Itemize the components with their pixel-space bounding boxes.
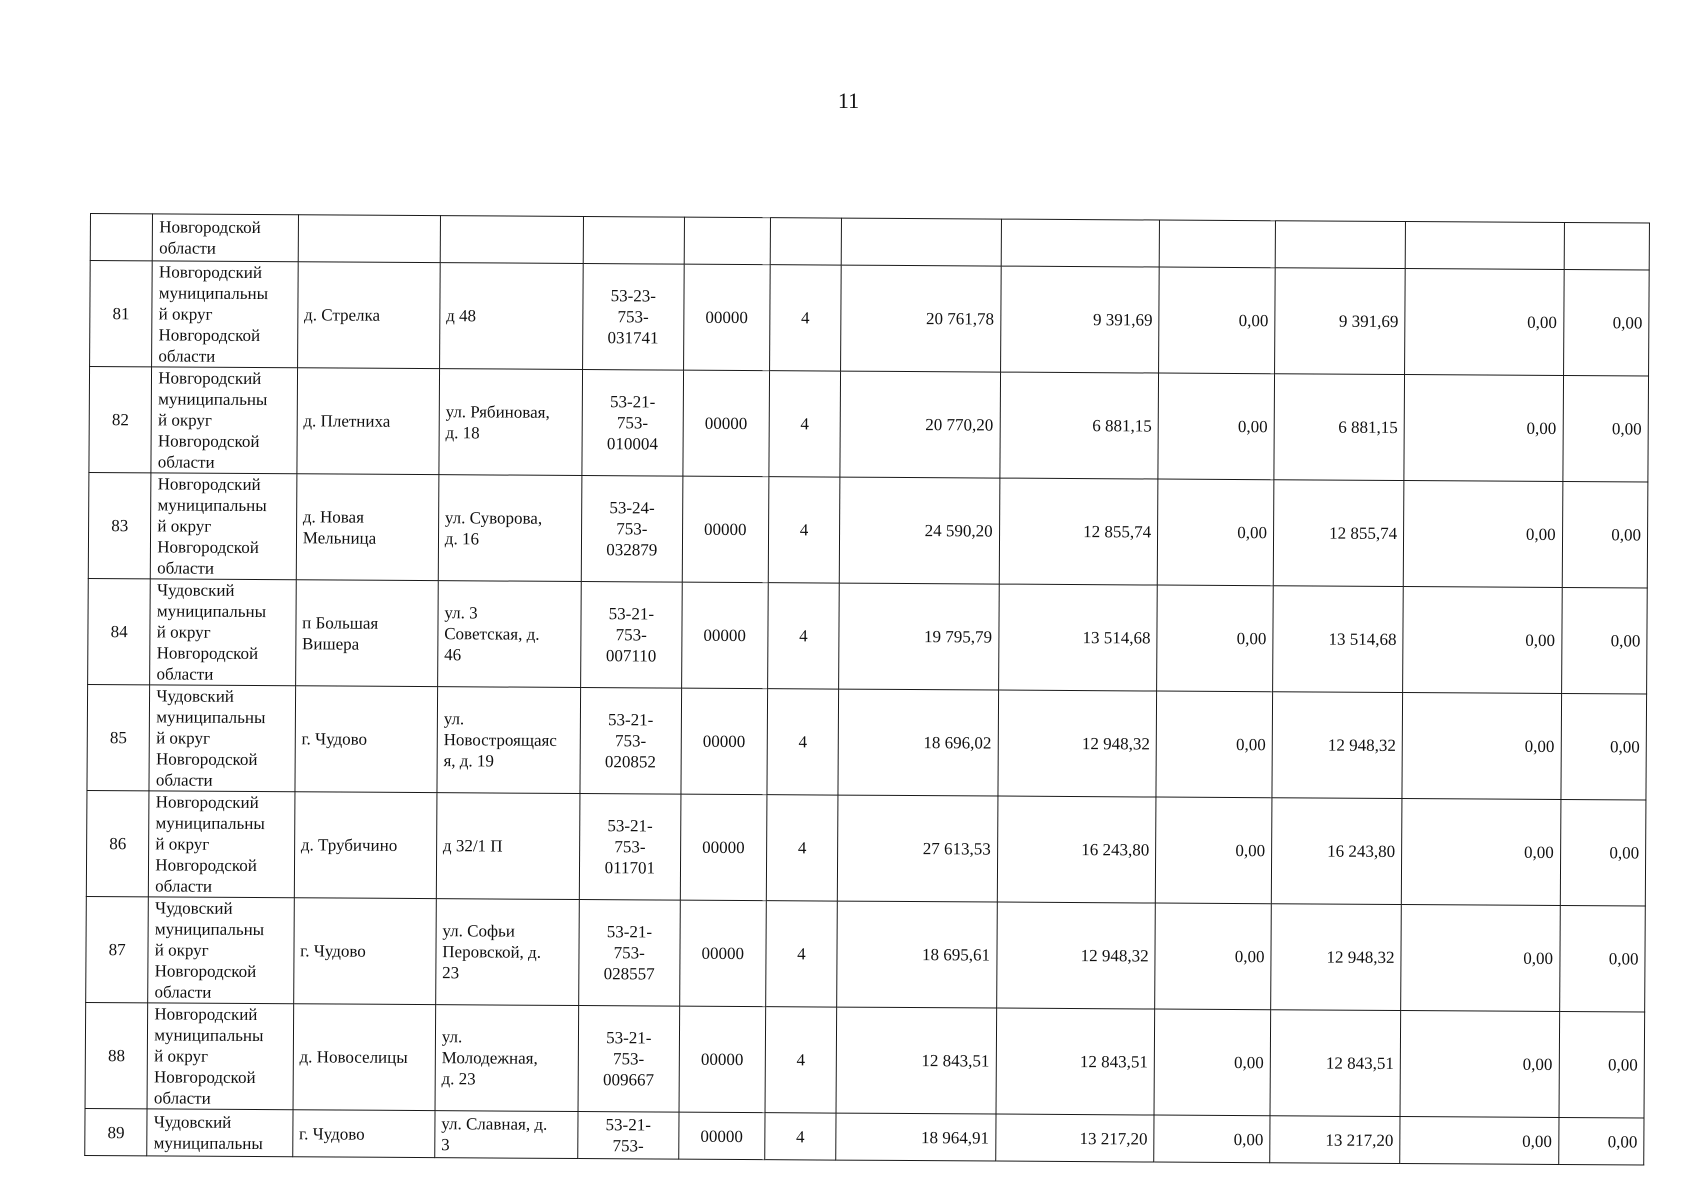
value-cell: 0,00 xyxy=(1157,479,1274,586)
row-number-cell: 89 xyxy=(85,1108,148,1155)
value-cell: 18 696,02 xyxy=(838,689,998,796)
value-cell: 0,00 xyxy=(1559,1011,1645,1118)
code-line: 53-21- xyxy=(605,1115,651,1135)
municipality-line: Новгородской xyxy=(156,643,259,664)
code-cell xyxy=(579,900,680,1007)
value-cell xyxy=(1564,223,1650,271)
municipality-line: й округ xyxy=(157,516,212,536)
settlement-line: д. Стрелка xyxy=(304,305,381,325)
address-line: ул. xyxy=(443,709,465,729)
value-cell: 6 881,15 xyxy=(1274,374,1405,481)
municipality-line: области xyxy=(156,664,214,684)
address-line: д 32/1 П xyxy=(442,836,503,856)
value-cell: 18 695,61 xyxy=(837,901,997,1008)
code-cell xyxy=(581,582,682,689)
value-cell: 6 881,15 xyxy=(1000,372,1159,479)
code-line: 753- xyxy=(613,1049,645,1069)
row-number-cell: 88 xyxy=(85,1002,148,1108)
municipality-line: й округ xyxy=(156,728,211,748)
address-line: ул. Суворова, xyxy=(444,507,543,528)
value-cell: 12 855,74 xyxy=(999,478,1158,585)
address-line: Молодежная, xyxy=(441,1048,538,1068)
address-line: 23 xyxy=(442,963,460,983)
code-line: 53-23- xyxy=(610,286,657,306)
address-cell xyxy=(435,899,579,1006)
municipality-line: Новгородской xyxy=(155,855,257,876)
settlement-line: г. Чудово xyxy=(300,941,366,961)
address-cell xyxy=(438,475,582,582)
row-number-cell: 86 xyxy=(86,790,149,896)
municipality-line: области xyxy=(155,770,213,790)
value-cell: 0,00 xyxy=(1562,376,1648,483)
settlement-cell xyxy=(295,580,438,687)
municipality-line: муниципальны xyxy=(156,601,267,622)
code2-cell: 00000 xyxy=(682,370,769,477)
code-cell xyxy=(583,264,684,371)
address-line: ул. Славная, д. xyxy=(441,1114,548,1134)
municipality-line: области xyxy=(157,452,215,472)
municipality-line: й округ xyxy=(154,940,209,960)
value-cell: 13 514,68 xyxy=(1273,586,1404,693)
class-cell: 4 xyxy=(769,371,841,477)
code-line: 010004 xyxy=(606,434,658,454)
municipality-cell xyxy=(151,367,297,474)
address-line: Советская, д. xyxy=(444,624,540,644)
row-number-cell: 85 xyxy=(87,684,150,790)
municipality-line: Чудовский xyxy=(153,1112,232,1132)
data-table xyxy=(84,213,1650,1166)
value-cell: 12 843,51 xyxy=(996,1008,1155,1115)
value-cell: 16 243,80 xyxy=(1271,798,1402,905)
municipality-cell xyxy=(148,897,294,1004)
value-cell: 0,00 xyxy=(1154,1115,1270,1163)
code-line: 007110 xyxy=(605,646,657,666)
address-line: д. 16 xyxy=(444,528,480,548)
code2-cell: 00000 xyxy=(681,688,768,795)
value-cell xyxy=(1405,222,1564,270)
municipality-line: области xyxy=(159,238,216,258)
address-line: д. 18 xyxy=(445,422,480,442)
code-line: 753- xyxy=(616,413,649,433)
municipality-line: Чудовский xyxy=(155,898,233,918)
table-row xyxy=(88,578,1648,694)
value-cell xyxy=(1159,220,1275,268)
settlement-line: п Большая xyxy=(302,612,379,633)
address-cell xyxy=(437,687,581,794)
settlement-line: Вишера xyxy=(302,633,360,654)
class-cell: 4 xyxy=(770,265,842,371)
value-cell: 0,00 xyxy=(1156,691,1273,798)
value-cell: 0,00 xyxy=(1560,799,1646,906)
value-cell: 12 843,51 xyxy=(1270,1010,1401,1117)
code2-cell: 00000 xyxy=(678,1112,765,1160)
row-number-cell xyxy=(90,214,153,261)
municipality-line: Чудовский xyxy=(156,686,234,706)
value-cell: 18 964,91 xyxy=(836,1113,996,1161)
value-cell: 0,00 xyxy=(1155,903,1272,1010)
value-cell: 20 770,20 xyxy=(840,371,1000,478)
code-line: 011701 xyxy=(604,858,656,878)
municipality-line: Новгородской xyxy=(154,961,257,982)
table-row xyxy=(89,367,1649,483)
value-cell: 19 795,79 xyxy=(839,583,999,690)
table-row xyxy=(86,896,1646,1012)
code-line: 53-21- xyxy=(608,604,655,624)
code2-cell xyxy=(684,217,771,265)
value-cell: 0,00 xyxy=(1158,373,1275,480)
municipality-line: Новгородской xyxy=(157,537,259,558)
value-cell: 16 243,80 xyxy=(997,796,1156,903)
address-line: 46 xyxy=(444,645,462,665)
value-cell: 12 855,74 xyxy=(1273,480,1404,587)
row-number-cell: 87 xyxy=(86,896,149,1002)
value-cell: 12 948,32 xyxy=(996,902,1155,1009)
municipality-line: Новгородский xyxy=(155,792,259,813)
row-number-cell: 84 xyxy=(88,578,151,684)
value-cell: 12 948,32 xyxy=(998,690,1157,797)
value-cell xyxy=(1275,221,1405,269)
address-line: ул. xyxy=(441,1027,463,1047)
address-line: 3 xyxy=(441,1135,450,1155)
address-cell xyxy=(440,216,583,264)
municipality-line: области xyxy=(155,876,213,896)
municipality-line: й округ xyxy=(154,1046,209,1066)
address-line: д 48 xyxy=(446,306,477,326)
address-line: ул. Софьи xyxy=(442,921,515,941)
code-line: 53-21- xyxy=(607,710,654,730)
code-line: 753- xyxy=(615,625,647,645)
municipality-cell xyxy=(152,261,298,368)
address-line: Перовской, д. xyxy=(442,942,542,962)
value-cell: 9 391,69 xyxy=(1275,268,1406,375)
code-line: 028557 xyxy=(603,964,655,984)
class-cell: 4 xyxy=(765,1113,836,1160)
municipality-line: муниципальны xyxy=(154,919,265,940)
municipality-line: муниципальны xyxy=(155,813,265,834)
code2-cell: 00000 xyxy=(679,1006,766,1113)
settlement-cell xyxy=(297,262,440,369)
table-row xyxy=(86,790,1646,906)
value-cell: 0,00 xyxy=(1563,270,1649,377)
value-cell: 0,00 xyxy=(1401,905,1560,1012)
address-cell xyxy=(439,263,583,370)
value-cell: 0,00 xyxy=(1562,481,1648,588)
settlement-cell xyxy=(298,215,440,263)
code-line: 009667 xyxy=(602,1070,655,1090)
municipality-line: Новгородской xyxy=(159,217,261,238)
municipality-line: Новгородский xyxy=(154,1004,258,1025)
value-cell: 13 514,68 xyxy=(998,584,1157,691)
class-cell: 4 xyxy=(768,477,840,583)
value-cell: 0,00 xyxy=(1405,269,1564,376)
code2-cell: 00000 xyxy=(680,794,767,901)
address-line: ул. Рябиновая, xyxy=(445,401,550,422)
municipality-line: Новгородской xyxy=(153,1067,256,1088)
municipality-line: муниципальны xyxy=(158,389,268,410)
code2-cell: 00000 xyxy=(679,900,766,1007)
municipality-cell xyxy=(147,1109,293,1157)
value-cell: 0,00 xyxy=(1403,587,1562,694)
value-cell: 13 217,20 xyxy=(995,1114,1154,1162)
code-line: 753- xyxy=(614,731,647,751)
value-cell: 0,00 xyxy=(1157,585,1274,692)
municipality-cell xyxy=(149,791,295,898)
municipality-line: области xyxy=(154,982,212,1002)
value-cell: 0,00 xyxy=(1403,481,1562,588)
class-cell: 4 xyxy=(767,689,839,795)
code-line: 753- xyxy=(613,943,645,963)
code-cell xyxy=(578,1111,679,1159)
municipality-line: Новгородской xyxy=(158,325,261,346)
code-line: 53-21- xyxy=(606,922,653,942)
settlement-line: д. Трубичино xyxy=(300,835,398,855)
value-cell: 0,00 xyxy=(1561,587,1647,694)
address-line: д. 23 xyxy=(441,1069,476,1089)
code-line: 753- xyxy=(612,1136,644,1156)
code-cell xyxy=(580,688,681,795)
value-cell: 0,00 xyxy=(1401,799,1560,906)
settlement-cell xyxy=(297,368,440,475)
value-cell: 0,00 xyxy=(1155,797,1272,904)
code2-cell: 00000 xyxy=(681,582,768,689)
address-cell xyxy=(439,369,583,476)
value-cell: 0,00 xyxy=(1154,1009,1271,1116)
value-cell: 27 613,53 xyxy=(837,795,997,902)
code2-cell: 00000 xyxy=(682,476,769,583)
address-cell xyxy=(436,793,580,900)
value-cell: 13 217,20 xyxy=(1270,1116,1400,1164)
class-cell xyxy=(770,218,841,265)
table-row xyxy=(88,472,1648,588)
page-number: 11 xyxy=(837,88,860,113)
municipality-line: области xyxy=(158,346,216,366)
settlement-line: г. Чудово xyxy=(301,729,368,749)
municipality-line: области xyxy=(153,1088,211,1108)
code-cell xyxy=(582,370,683,477)
value-cell: 20 761,78 xyxy=(841,265,1001,372)
code-line: 753- xyxy=(617,307,649,327)
municipality-line: й округ xyxy=(157,410,212,430)
code-cell xyxy=(581,476,682,583)
code-cell xyxy=(579,794,680,901)
value-cell: 12 843,51 xyxy=(836,1007,996,1114)
municipality-line: Новгородский xyxy=(157,474,261,495)
address-cell xyxy=(435,1111,578,1159)
table-row xyxy=(85,1002,1645,1118)
municipality-line: Новгородский xyxy=(158,368,262,389)
municipality-line: й округ xyxy=(155,834,210,854)
municipality-line: Новгородский xyxy=(158,262,263,283)
municipality-cell xyxy=(151,473,297,580)
value-cell: 0,00 xyxy=(1559,905,1645,1012)
municipality-line: й округ xyxy=(156,622,211,642)
settlement-line: д. Новоселицы xyxy=(299,1047,408,1067)
row-number-cell: 82 xyxy=(89,367,152,473)
municipality-line: области xyxy=(157,558,215,578)
address-line: Новостроящаяс xyxy=(443,730,557,750)
value-cell: 12 948,32 xyxy=(1271,904,1402,1011)
code-line: 032879 xyxy=(606,540,658,560)
settlement-cell xyxy=(292,1110,434,1158)
settlement-cell xyxy=(293,1004,436,1111)
municipality-line: муниципальны xyxy=(156,707,266,728)
value-cell: 0,00 xyxy=(1400,1117,1559,1165)
municipality-cell xyxy=(150,579,296,686)
municipality-line: Новгородской xyxy=(155,749,258,770)
value-cell: 24 590,20 xyxy=(839,477,999,584)
value-cell xyxy=(1001,219,1160,267)
class-cell: 4 xyxy=(766,901,838,1007)
value-cell: 0,00 xyxy=(1402,693,1561,800)
row-number-cell: 83 xyxy=(88,472,151,578)
code-line: 020852 xyxy=(604,752,657,772)
value-cell: 0,00 xyxy=(1558,1117,1644,1165)
value-cell: 0,00 xyxy=(1159,267,1276,374)
code-line: 53-24- xyxy=(609,498,655,518)
settlement-line: Мельница xyxy=(302,527,377,548)
value-cell xyxy=(841,218,1001,266)
code-cell xyxy=(583,217,684,265)
code-line: 753- xyxy=(616,519,648,539)
municipality-line: й округ xyxy=(158,304,213,324)
municipality-cell xyxy=(153,214,299,262)
value-cell: 0,00 xyxy=(1404,375,1563,482)
address-cell xyxy=(435,1005,579,1112)
row-number-cell: 81 xyxy=(90,261,153,367)
address-line: я, д. 19 xyxy=(443,751,494,771)
code-line: 031741 xyxy=(607,328,659,348)
settlement-line: д. Плетниха xyxy=(303,411,391,431)
municipality-line: муниципальны xyxy=(154,1025,264,1046)
municipality-line: муниципальны xyxy=(157,495,267,516)
address-line: ул. 3 xyxy=(444,603,478,623)
municipality-cell xyxy=(147,1003,293,1110)
address-cell xyxy=(437,581,581,688)
settlement-cell xyxy=(296,474,439,581)
value-cell: 0,00 xyxy=(1561,693,1647,800)
code-line: 53-21- xyxy=(606,1028,652,1048)
value-cell: 12 948,32 xyxy=(1272,692,1403,799)
municipality-line: Чудовский xyxy=(156,580,235,600)
code-line: 753- xyxy=(614,837,646,857)
code-line: 53-21- xyxy=(609,392,656,412)
settlement-cell xyxy=(294,792,437,899)
municipality-line: муниципальны xyxy=(153,1133,263,1154)
table-row xyxy=(87,684,1647,800)
class-cell: 4 xyxy=(766,795,838,901)
municipality-line: муниципальны xyxy=(158,283,269,304)
municipality-line: Новгородской xyxy=(157,431,260,452)
code2-cell: 00000 xyxy=(683,264,770,371)
code-line: 53-21- xyxy=(607,816,653,836)
code-cell xyxy=(578,1005,679,1112)
class-cell: 4 xyxy=(765,1007,837,1113)
value-cell: 0,00 xyxy=(1400,1011,1559,1118)
value-cell: 9 391,69 xyxy=(1000,266,1159,373)
municipality-cell xyxy=(149,685,295,792)
settlement-cell xyxy=(295,686,438,793)
settlement-cell xyxy=(293,898,436,1005)
settlement-line: г. Чудово xyxy=(299,1123,365,1144)
table-row xyxy=(85,1108,1644,1165)
settlement-line: д. Новая xyxy=(302,506,365,527)
class-cell: 4 xyxy=(768,583,840,689)
table-row xyxy=(90,261,1650,377)
